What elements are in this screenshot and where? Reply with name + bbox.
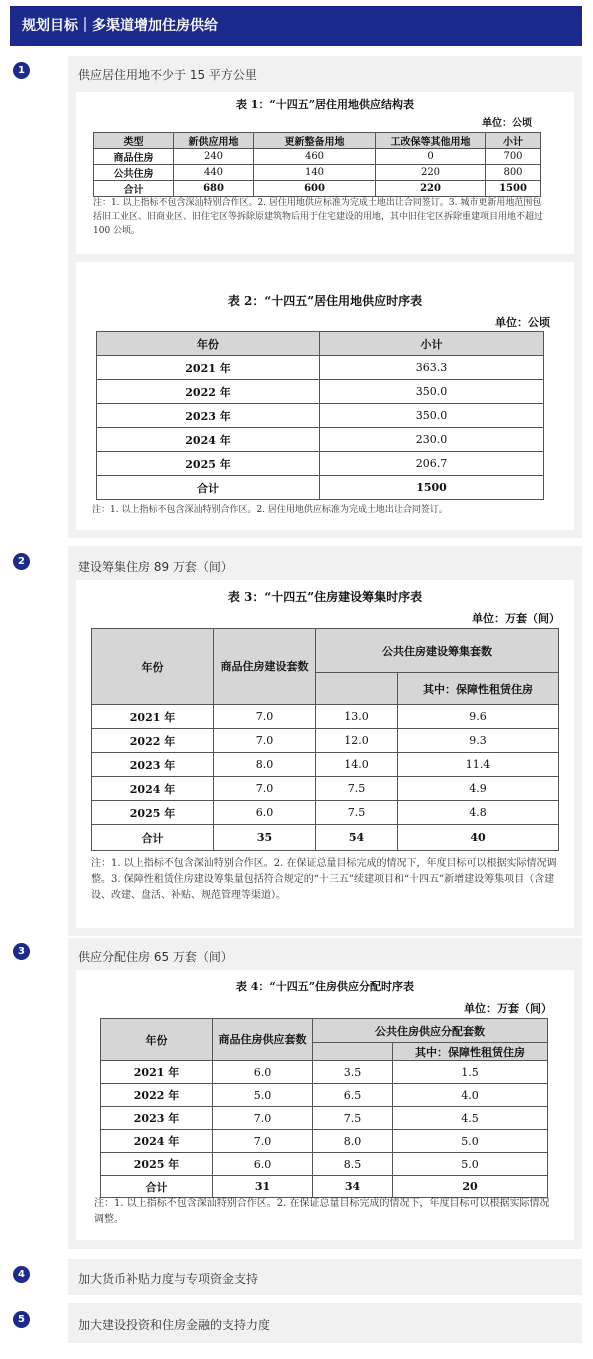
table-cell: 7.0 [214, 705, 316, 729]
table-2-note: 注：1. 以上指标不包含深汕特别合作区。2. 居住用地供应标准为完成土地出让合同签订。 [92, 505, 448, 515]
table-4-header-commercial: 商品住房供应套数 [213, 1019, 313, 1061]
table-row [92, 753, 559, 777]
table-cell: 34 [313, 1176, 393, 1198]
table-3-header-commercial: 商品住房建设套数 [214, 629, 316, 705]
table-cell: 2024 年 [97, 428, 320, 452]
table-1-unit: 单位：公顷 [482, 118, 532, 129]
table-cell: 8.5 [313, 1153, 393, 1176]
table-4-header-public: 公共住房供应分配套数 [313, 1019, 548, 1043]
table-cell: 54 [316, 825, 398, 851]
section-5-panel [68, 1303, 582, 1343]
table-row [92, 705, 559, 729]
section-2-panel [68, 546, 582, 936]
table-cell: 220 [376, 181, 486, 197]
table-2-header-year: 年份 [97, 332, 320, 356]
table-1-header-type: 类型 [94, 133, 174, 149]
section-2-title: 建设筹集住房 89 万套（间） [78, 560, 233, 574]
table-cell: 220 [376, 165, 486, 181]
table-cell: 11.4 [398, 753, 559, 777]
table-cell: 13.0 [316, 705, 398, 729]
table-row [97, 356, 544, 380]
table-cell: 14.0 [316, 753, 398, 777]
table-cell: 680 [174, 181, 254, 197]
table-cell: 206.7 [320, 452, 544, 476]
table-cell: 2022 年 [97, 380, 320, 404]
table-cell: 350.0 [320, 380, 544, 404]
table-row [92, 801, 559, 825]
table-1-header-new: 新供应用地 [174, 133, 254, 149]
table-cell: 1.5 [393, 1061, 548, 1084]
table-cell: 7.5 [313, 1107, 393, 1130]
table-cell: 5.0 [393, 1153, 548, 1176]
table-cell: 5.0 [213, 1084, 313, 1107]
table-4-title: 表 4：“十四五”住房供应分配时序表 [235, 980, 415, 993]
table-cell: 35 [214, 825, 316, 851]
table-3 [91, 628, 559, 851]
table-row [101, 1107, 548, 1130]
table-cell: 2024 年 [101, 1130, 213, 1153]
table-cell: 合计 [97, 476, 320, 500]
table-cell: 2021 年 [92, 705, 214, 729]
table-cell: 8.0 [214, 753, 316, 777]
section-2-number-badge: 2 [13, 553, 30, 570]
table-row [92, 729, 559, 753]
table-cell: 12.0 [316, 729, 398, 753]
table-row [94, 149, 541, 165]
section-4-title: 加大货币补贴力度与专项资金支持 [78, 1272, 259, 1286]
table-cell: 4.9 [398, 777, 559, 801]
table-row [101, 1130, 548, 1153]
table-4-card [76, 970, 574, 1240]
table-cell: 7.0 [214, 729, 316, 753]
table-cell: 4.5 [393, 1107, 548, 1130]
section-4-number-badge: 4 [13, 1266, 30, 1283]
table-3-title: 表 3：“十四五”住房建设筹集时序表 [227, 590, 423, 604]
table-1-header-renewal: 更新整备用地 [254, 133, 376, 149]
table-cell: 600 [254, 181, 376, 197]
page-title: 规划目标｜多渠道增加住房供给 [22, 18, 218, 34]
table-cell: 7.0 [214, 777, 316, 801]
table-3-header-public: 公共住房建设筹集套数 [316, 629, 559, 673]
section-3-number-badge: 3 [13, 943, 30, 960]
table-3-unit: 单位：万套（间） [472, 612, 560, 625]
table-row [101, 1061, 548, 1084]
section-1-panel [68, 56, 582, 538]
table-4-header-year: 年份 [101, 1019, 213, 1061]
section-1-title: 供应居住用地不少于 15 平方公里 [78, 68, 257, 82]
table-1-card [76, 92, 574, 254]
table-cell: 2021 年 [101, 1061, 213, 1084]
page-header [10, 6, 582, 46]
table-2-header-subtotal: 小计 [320, 332, 544, 356]
table-total-row [97, 476, 544, 500]
table-cell: 公共住房 [94, 165, 174, 181]
table-cell: 20 [393, 1176, 548, 1198]
section-4-panel [68, 1259, 582, 1295]
table-cell: 2023 年 [101, 1107, 213, 1130]
table-cell: 700 [486, 149, 541, 165]
table-cell: 7.0 [213, 1130, 313, 1153]
table-row [97, 380, 544, 404]
section-3-panel [68, 938, 582, 1249]
table-3-header-rental: 其中：保障性租赁住房 [398, 673, 559, 705]
table-cell: 4.0 [393, 1084, 548, 1107]
table-cell: 800 [486, 165, 541, 181]
section-3-title: 供应分配住房 65 万套（间） [78, 950, 233, 964]
table-cell: 363.3 [320, 356, 544, 380]
table-cell: 31 [213, 1176, 313, 1198]
table-cell: 3.5 [313, 1061, 393, 1084]
table-cell: 440 [174, 165, 254, 181]
table-cell: 合计 [92, 825, 214, 851]
table-cell: 1500 [320, 476, 544, 500]
table-cell: 230.0 [320, 428, 544, 452]
table-cell: 合计 [94, 181, 174, 197]
table-cell: 5.0 [393, 1130, 548, 1153]
table-2-title: 表 2：“十四五”居住用地供应时序表 [227, 294, 423, 308]
section-1-number-badge: 1 [13, 62, 30, 79]
table-cell: 6.5 [313, 1084, 393, 1107]
table-cell: 8.0 [313, 1130, 393, 1153]
table-cell: 2023 年 [97, 404, 320, 428]
table-cell: 2022 年 [101, 1084, 213, 1107]
table-cell: 7.5 [316, 777, 398, 801]
table-2-unit: 单位：公顷 [495, 316, 550, 329]
section-5-title: 加大建设投资和住房金融的支持力度 [78, 1318, 271, 1332]
table-4 [100, 1018, 548, 1198]
table-1-title: 表 1：“十四五”居住用地供应结构表 [235, 98, 415, 111]
table-total-row [94, 181, 541, 197]
table-4-unit: 单位：万套（间） [464, 1002, 552, 1015]
table-3-card [76, 580, 574, 928]
table-cell: 合计 [101, 1176, 213, 1198]
table-2-card [76, 262, 574, 530]
table-1 [93, 132, 541, 197]
table-row [97, 404, 544, 428]
table-cell: 40 [398, 825, 559, 851]
table-cell: 0 [376, 149, 486, 165]
table-cell: 6.0 [214, 801, 316, 825]
table-row [101, 1084, 548, 1107]
table-cell: 2025 年 [92, 801, 214, 825]
table-cell: 9.6 [398, 705, 559, 729]
table-1-note: 注：1. 以上指标不包含深汕特别合作区。2. 居住用地供应标准为完成土地出让合同签订。3. 城市更新用地范围包括旧工业区、旧商业区、旧住宅区等拆除原建筑物后用于住宅建设的用地，其中旧住宅区拆除重建项目用地不超过 100 公顷。 [93, 198, 544, 236]
table-cell: 140 [254, 165, 376, 181]
table-cell: 7.0 [213, 1107, 313, 1130]
table-cell: 2023 年 [92, 753, 214, 777]
table-3-note: 注：1. 以上指标不包含深汕特别合作区。2. 在保证总量目标完成的情况下，年度目标可以根据实际情况调整。3. 保障性租赁住房建设筹集量包括符合规定的“十三五”续建项目和“十四五”新增建设筹集项目（含建设、改建、盘活、补贴、规范管理等渠道）。 [91, 858, 557, 901]
table-cell: 2021 年 [97, 356, 320, 380]
table-total-row [92, 825, 559, 851]
table-cell: 6.0 [213, 1061, 313, 1084]
table-row [94, 165, 541, 181]
table-row [97, 452, 544, 476]
table-1-header-subtotal: 小计 [486, 133, 541, 149]
table-total-row [101, 1176, 548, 1198]
table-3-header-year: 年份 [92, 629, 214, 705]
table-cell: 2022 年 [92, 729, 214, 753]
table-2 [96, 331, 544, 500]
table-cell: 1500 [486, 181, 541, 197]
table-cell: 7.5 [316, 801, 398, 825]
table-cell: 240 [174, 149, 254, 165]
table-cell: 6.0 [213, 1153, 313, 1176]
table-cell: 350.0 [320, 404, 544, 428]
table-4-header-rental: 其中：保障性租赁住房 [393, 1043, 548, 1061]
table-4-note: 注：1. 以上指标不包含深汕特别合作区。2. 在保证总量目标完成的情况下，年度目标可以根据实际情况调整。 [94, 1198, 550, 1225]
table-row [97, 428, 544, 452]
table-row [92, 777, 559, 801]
table-row [101, 1153, 548, 1176]
table-cell: 2025 年 [101, 1153, 213, 1176]
table-cell: 2024 年 [92, 777, 214, 801]
section-5-number-badge: 5 [13, 1311, 30, 1328]
table-cell: 9.3 [398, 729, 559, 753]
table-1-header-other: 工改保等其他用地 [376, 133, 486, 149]
table-cell: 460 [254, 149, 376, 165]
table-cell: 4.8 [398, 801, 559, 825]
table-cell: 商品住房 [94, 149, 174, 165]
table-cell: 2025 年 [97, 452, 320, 476]
